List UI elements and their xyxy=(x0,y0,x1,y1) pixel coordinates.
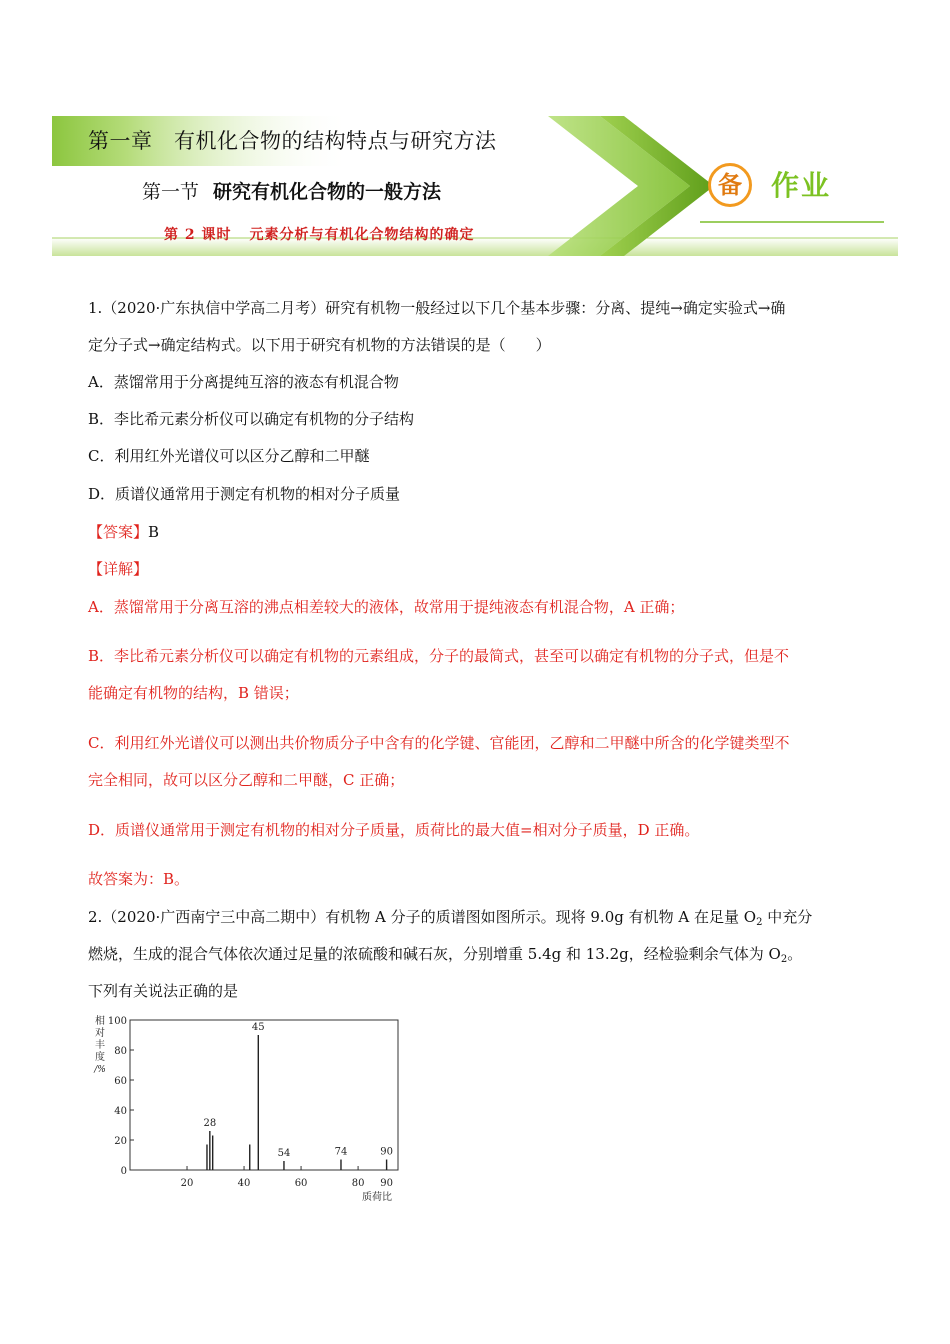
lesson-name: 元素分析与有机化合物结构的确定 xyxy=(249,227,475,243)
x-axis-label: 质荷比 xyxy=(362,1192,392,1203)
y-axis-label-char: 相 xyxy=(95,1016,105,1027)
q1-detail-b2: 能确定有机物的结构，B 错误； xyxy=(88,684,299,702)
q2-line1-sub: 2 xyxy=(756,917,763,928)
x-tick-label: 90 xyxy=(380,1178,393,1189)
lesson-title xyxy=(164,224,475,244)
q1-stem-line2: 定分子式→确定结构式。以下用于研究有机物的方法错误的是（ ） xyxy=(88,336,551,354)
plot-frame xyxy=(130,1020,398,1170)
y-axis-unit: /% xyxy=(94,1065,106,1075)
answer-value: B xyxy=(148,523,160,541)
q1-conclusion: 故答案为：B。 xyxy=(88,870,190,888)
q1-detail-c1: C．利用红外光谱仪可以测出共价物质分子中含有的化学键、官能团，乙醇和二甲醚中所含的化学键类型不 xyxy=(88,734,790,752)
q2-line2 xyxy=(88,944,802,964)
header-banner xyxy=(0,0,950,270)
badge-text: 作业 xyxy=(771,169,832,202)
x-tick-label: 80 xyxy=(351,1178,365,1189)
badge-circle-icon: 备 xyxy=(708,163,752,207)
mass-spectrum-chart xyxy=(80,1010,420,1210)
y-axis-label-char: 度 xyxy=(95,1052,105,1063)
chapter-title: 第一章 有机化合物的结构特点与研究方法 xyxy=(88,129,497,153)
q1-option-d: D．质谱仪通常用于测定有机物的相对分子质量 xyxy=(88,485,401,503)
y-axis-label-char: 丰 xyxy=(95,1040,105,1051)
section-label: 第一节 xyxy=(142,181,200,203)
q1-detail-b1: B．李比希元素分析仪可以确定有机物的元素组成，分子的最简式，甚至可以确定有机物的分子式，但是不 xyxy=(88,647,790,665)
section-title xyxy=(142,177,441,204)
q1-detail-d: D．质谱仪通常用于测定有机物的相对分子质量，质荷比的最大值=相对分子质量，D 正确。 xyxy=(88,821,700,839)
q2-line1-tail: 中充分 xyxy=(762,908,813,926)
section-name: 研究有机化合物的一般方法 xyxy=(213,181,442,203)
x-tick-label: 40 xyxy=(237,1178,251,1189)
q2-line1-text: 2.（2020·广西南宁三中高二期中）有机物 A 分子的质谱图如图所示。现将 9.0g 有机物 A 在足量 O xyxy=(88,908,757,926)
q1-option-c: C．利用红外光谱仪可以区分乙醇和二甲醚 xyxy=(88,447,370,465)
chart-svg xyxy=(80,1010,420,1210)
q1-detail-a: A．蒸馏常用于分离互溶的沸点相差较大的液体，故常用于提纯液态有机混合物，A 正确； xyxy=(88,598,685,616)
peak-label: 28 xyxy=(203,1118,217,1129)
q1-option-a: A．蒸馏常用于分离提纯互溶的液态有机混合物 xyxy=(88,373,399,391)
peak-label: 45 xyxy=(251,1022,265,1033)
peak-label: 90 xyxy=(380,1146,393,1158)
q1-detail-c2: 完全相同，故可以区分乙醇和二甲醚，C 正确； xyxy=(88,771,405,789)
peak-label: 74 xyxy=(334,1146,348,1158)
x-tick-label: 20 xyxy=(180,1178,194,1189)
q1-detail-label: 【详解】 xyxy=(88,560,149,578)
y-tick-label: 0 xyxy=(120,1166,127,1177)
y-tick-label: 100 xyxy=(107,1016,127,1027)
peak-label: 54 xyxy=(277,1148,291,1159)
answer-label: 【答案】 xyxy=(88,523,149,541)
q1-stem-line1: 1.（2020·广东执信中学高二月考）研究有机物一般经过以下几个基本步骤：分离、提纯→确定实验式→确 xyxy=(88,299,786,317)
q2-line2-text: 燃烧，生成的混合气体依次通过足量的浓硫酸和碱石灰，分别增重 5.4g 和 13.2g，经检验剩余气体为 O xyxy=(88,945,781,963)
q2-line2-sub: 2 xyxy=(780,954,788,965)
q2-line2-tail: 。 xyxy=(787,945,803,963)
y-tick-label: 60 xyxy=(114,1076,127,1087)
q2-line1 xyxy=(88,907,812,927)
lesson-label: 第 2 课时 xyxy=(164,227,232,243)
x-tick-label: 60 xyxy=(294,1178,308,1189)
y-tick-label: 20 xyxy=(114,1136,127,1147)
y-tick-label: 80 xyxy=(114,1046,127,1057)
y-axis-label-char: 对 xyxy=(95,1028,105,1039)
q1-answer xyxy=(88,522,159,542)
y-tick-label: 40 xyxy=(114,1106,127,1117)
q2-line3: 下列有关说法正确的是 xyxy=(88,982,239,1000)
q1-option-b: B．李比希元素分析仪可以确定有机物的分子结构 xyxy=(88,410,415,428)
